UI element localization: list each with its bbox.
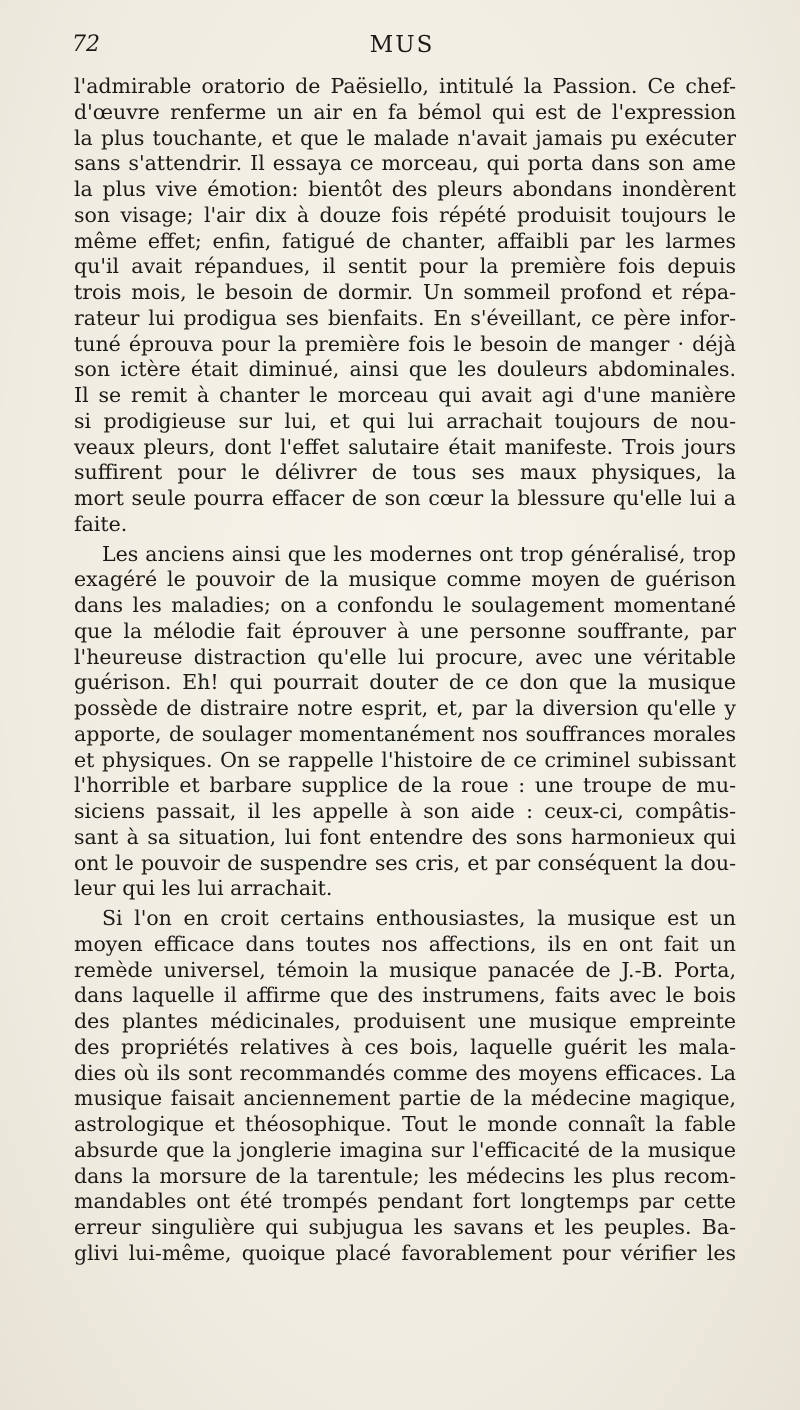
text-line: même effet; enfin, fatigué de chanter, affaibli par les larmes <box>74 228 736 253</box>
text-line: mandables ont été trompés pendant fort longtemps par cette <box>74 1189 736 1214</box>
text-line: suffirent pour le délivrer de tous ses maux physiques, la <box>74 460 736 485</box>
text-line: erreur singulière qui subjugua les savans et les peuples. Ba- <box>74 1215 736 1239</box>
text-line: l'heureuse distraction qu'elle lui procure, avec une véritable <box>74 644 736 669</box>
text-line: l'admirable oratorio de Paësiello, intitulé la Passion. Ce chef- <box>74 74 736 98</box>
text-line: guérison. Eh! qui pourrait douter de ce don que la musique <box>74 670 736 695</box>
paragraph <box>74 542 736 903</box>
paragraph <box>74 906 736 1267</box>
text-line: exagéré le pouvoir de la musique comme moyen de guérison <box>74 567 736 592</box>
text-line: glivi lui-même, quoique placé favorablement pour vérifier les <box>74 1240 736 1265</box>
text-line: la plus touchante, et que le malade n'avait jamais pu exécuter <box>74 125 736 150</box>
text-line: qu'il avait répandues, il sentit pour la première fois depuis <box>74 254 736 279</box>
text-line: dies où ils sont recommandés comme des moyens efficaces. La <box>74 1060 736 1085</box>
text-line: la plus vive émotion: bientôt des pleurs abondans inondèrent <box>74 177 736 201</box>
text-line: Si l'on en croit certains enthousiastes, la musique est un <box>102 906 736 930</box>
text-line: des plantes médicinales, produisent une musique empreinte <box>74 1009 736 1033</box>
text-line: son ictère était diminué, ainsi que les douleurs abdominales. <box>74 357 736 382</box>
page-number: 72 <box>72 32 100 57</box>
text-line: Il se remit à chanter le morceau qui avait agi d'une manière <box>74 383 736 407</box>
text-line: dans laquelle il affirme que des instrumens, faits avec le bois <box>74 983 736 1008</box>
text-line: siciens passait, il les appelle à son aide : ceux-ci, compâtis- <box>74 799 736 823</box>
text-line: moyen efficace dans toutes nos affections, ils en ont fait un <box>74 931 736 956</box>
text-line: trois mois, le besoin de dormir. Un sommeil profond et répa- <box>74 280 736 304</box>
text-line: mort seule pourra effacer de son cœur la blessure qu'elle lui a <box>74 486 736 510</box>
text-line: possède de distraire notre esprit, et, par la diversion qu'elle y <box>74 696 736 720</box>
text-line: des propriétés relatives à ces bois, laquelle guérit les mala- <box>74 1034 736 1059</box>
text-line: dans les maladies; on a confondu le soulagement momentané <box>74 593 736 617</box>
text-line: astrologique et théosophique. Tout le monde connaît la fable <box>74 1112 736 1136</box>
text-line: son visage; l'air dix à douze fois répété produisit toujours le <box>74 202 736 227</box>
running-head: MUS <box>369 32 435 58</box>
text-line: que la mélodie fait éprouver à une personne souffrante, par <box>74 618 736 643</box>
text-line: leur qui les lui arrachait. <box>74 876 333 901</box>
text-line: rateur lui prodigua ses bienfaits. En s'éveillant, ce père infor- <box>74 305 736 330</box>
text-line: ont le pouvoir de suspendre ses cris, et par conséquent la dou- <box>74 850 736 875</box>
text-line: si prodigieuse sur lui, et qui lui arrachait toujours de nou- <box>74 408 736 433</box>
text-line: absurde que la jonglerie imagina sur l'efficacité de la musique <box>74 1137 736 1162</box>
text-line: apporte, de soulager momentanément nos souffrances morales <box>74 721 736 746</box>
page-header <box>64 32 740 68</box>
text-line: musique faisait anciennement partie de la médecine magique, <box>74 1086 736 1111</box>
text-line: d'œuvre renferme un air en fa bémol qui est de l'expression <box>74 99 736 124</box>
body-text <box>74 74 736 1267</box>
text-line: remède universel, témoin la musique panacée de J.-B. Porta, <box>74 957 736 982</box>
text-line: veaux pleurs, dont l'effet salutaire était manifeste. Trois jours <box>74 434 736 459</box>
text-line: l'horrible et barbare supplice de la roue : une troupe de mu- <box>74 773 736 798</box>
text-line: Les anciens ainsi que les modernes ont trop généralisé, trop <box>102 541 736 566</box>
text-line: et physiques. On se rappelle l'histoire de ce criminel subissant <box>74 747 736 772</box>
text-line: sant à sa situation, lui font entendre des sons harmonieux qui <box>74 824 736 849</box>
text-line: sans s'attendrir. Il essaya ce morceau, qui porta dans son ame <box>74 151 736 176</box>
text-line: faite. <box>74 511 128 536</box>
text-line: dans la morsure de la tarentule; les médecins les plus recom- <box>74 1163 736 1188</box>
paragraph <box>74 74 736 538</box>
text-line: tuné éprouva pour la première fois le besoin de manger · déjà <box>74 331 736 356</box>
